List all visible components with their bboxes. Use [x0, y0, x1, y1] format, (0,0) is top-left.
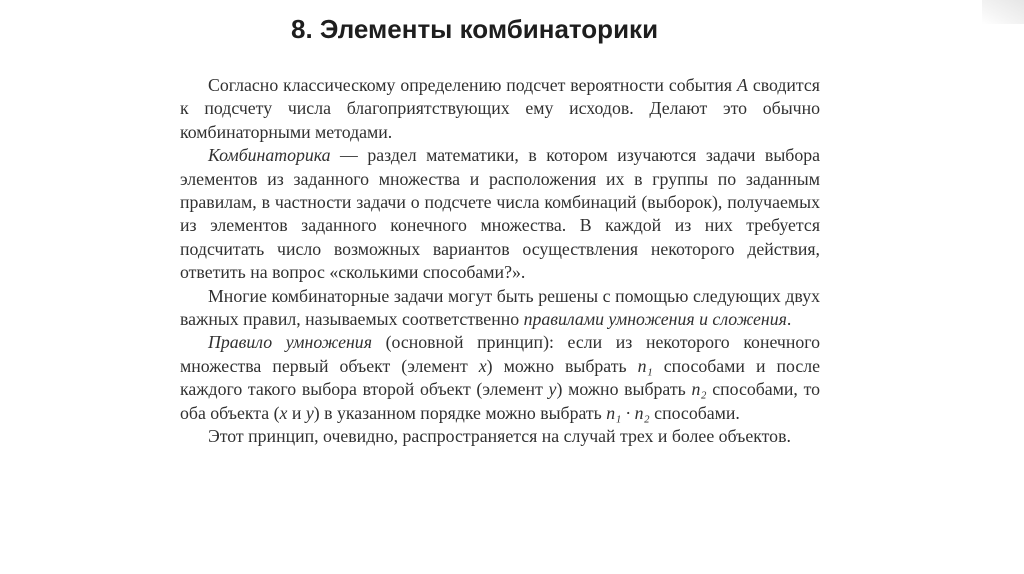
- paragraph-4-text-a: (основной принцип): если из некоторого конечного множества первый объект (элемент: [180, 332, 821, 376]
- math-y-2: y: [305, 402, 314, 423]
- math-y-1: y: [548, 379, 557, 400]
- paragraph-4-text-b: ) можно выбрать: [486, 355, 638, 376]
- paragraph-probability-definition: [180, 74, 820, 144]
- math-n1: n₁: [637, 355, 653, 376]
- term-multiplication-rule: Правило умножения: [208, 332, 372, 353]
- body-text: [180, 74, 820, 449]
- term-combinatorics: Комбинаторика: [208, 145, 331, 166]
- paragraph-1-text-b: сводится к подсчету числа благоприятствующих ему исходов. Делают это обычно комбинаторными методами.: [180, 75, 820, 142]
- paragraph-3-text-a: Многие комбинаторные задачи могут быть решены с помощью следующих двух важных правил, называемых соответственно: [180, 285, 820, 330]
- paragraph-4-text-g: ) в указанном порядке можно выбрать: [313, 402, 607, 423]
- paragraph-principle-extension: [180, 425, 820, 448]
- paragraph-multiplication-rule: [180, 331, 820, 425]
- page-title: 8. Элементы комбинаторики: [291, 14, 659, 44]
- event-symbol-a: A: [737, 75, 748, 95]
- paragraph-combinatorics-definition: [180, 144, 820, 284]
- math-x-2: x: [279, 402, 288, 423]
- term-rules-multiplication-addition: правилами умножения и сложения: [523, 309, 787, 330]
- paragraph-two-rules: [180, 285, 820, 332]
- math-n1-times-n2: n₁ · n₂: [606, 402, 650, 423]
- paragraph-3-text-b: .: [786, 309, 792, 330]
- math-x-1: x: [478, 355, 487, 376]
- paragraph-4-text-e: способами, то оба объекта (: [180, 379, 820, 423]
- paragraph-5-text: Этот принцип, очевидно, распространяется на случай трех и более объектов.: [208, 426, 791, 447]
- paragraph-1-text-a: Согласно классическому определению подсчет вероятности события: [208, 75, 738, 95]
- paragraph-4-text-c: способами и после каждого такого выбора второй объект (элемент: [180, 355, 820, 400]
- paragraph-4-text-d: ) можно выбрать: [556, 379, 692, 400]
- page-corner-fold: [982, 0, 1024, 24]
- paragraph-2-text: — раздел математики, в котором изучаются задачи выбора элементов из заданного множества и расположения их в группы по заданным правилам, в частности задачи о подсчете числа комбинаций (выборок), получаемых из элементов заданного конечного множества. В каждой из них требуется подсчитать число возможных вариантов осуществления некоторого действия, ответить на вопрос «сколькими способами?».: [180, 145, 820, 283]
- paragraph-4-text-f: и: [287, 402, 306, 423]
- paragraph-4-text-h: способами.: [649, 402, 740, 423]
- math-n2: n₂: [691, 379, 707, 400]
